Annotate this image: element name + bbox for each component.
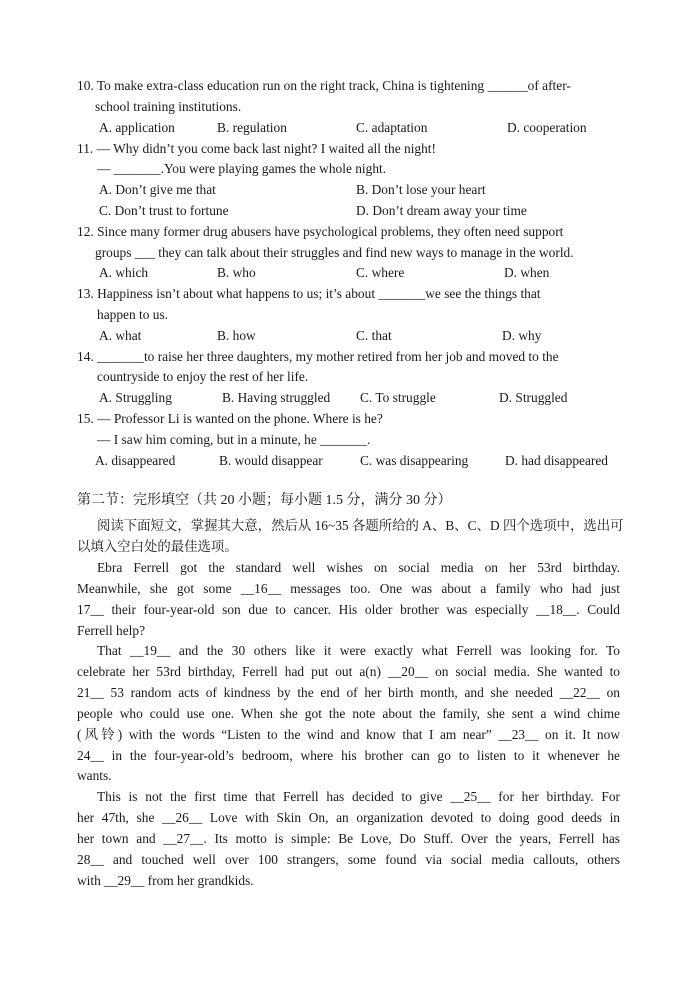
passage-line: (风铃) with the words “Listen to the wind and know that I am near” __23__ on it. It now — [77, 727, 620, 742]
q13-option-a: A. what — [99, 328, 142, 343]
passage-line: celebrate her 53rd birthday, Ferrell had put out a(n) __20__ on social media. She wanted to — [77, 664, 620, 679]
q13-stem-line2: happen to us. — [97, 307, 169, 322]
q15-option-a: A. disappeared — [95, 453, 176, 468]
passage-line: people who could use one. When she got the note about the family, she sent a wind chime — [77, 706, 620, 721]
passage-line: with __29__ from her grandkids. — [77, 873, 254, 888]
q14-stem-line2: countryside to enjoy the rest of her life. — [97, 369, 309, 384]
passage-line: Ebra Ferrell got the standard well wishes on social media on her 53rd birthday. — [97, 560, 620, 575]
q14-option-d: D. Struggled — [499, 390, 568, 405]
passage-line: her 47th, she __26__ Love with Skin On, an organization devoted to doing good deeds in — [77, 810, 620, 825]
q12-option-b: B. who — [217, 265, 256, 280]
passage-line: 24__ in the four-year-old’s bedroom, where his brother can go to listen to it whenever he — [77, 748, 620, 763]
q15-option-d: D. had disappeared — [505, 453, 608, 468]
q11-option-d: D. Don’t dream away your time — [356, 203, 527, 218]
q15-option-c: C. was disappearing — [360, 453, 469, 468]
q12-stem-line2: groups ___ they can talk about their struggles and find new ways to manage in the world. — [95, 245, 574, 260]
q12-stem-line1: 12. Since many former drug abusers have psychological problems, they often need support — [77, 224, 564, 239]
q10-stem-line1: 10. To make extra-class education run on the right track, China is tightening ______of after- — [77, 78, 571, 93]
q15-option-b: B. would disappear — [219, 453, 323, 468]
section-heading: 第二节：完形填空（共 20 小题；每小题 1.5 分，满分 30 分） — [77, 493, 452, 508]
passage-line: That __19__ and the 30 others like it were exactly what Ferrell was looking for. To — [97, 643, 620, 658]
passage-line: wants. — [77, 768, 112, 783]
q11-option-a: A. Don’t give me that — [99, 182, 216, 197]
passage-line: Meanwhile, she got some __16__ messages too. One was about a family who had just — [77, 581, 620, 596]
q11-stem-line2: — _______.You were playing games the whole night. — [97, 161, 387, 176]
passage-line: 28__ and touched well over 100 strangers, some found via social media callouts, others — [77, 852, 620, 867]
passage-line: her town and __27__. Its motto is simple: Be Love, Do Stuff. Over the years, Ferrell has — [77, 831, 620, 846]
q13-option-d: D. why — [502, 328, 542, 343]
section-instructions-line1: 阅读下面短文，掌握其大意，然后从 16~35 各题所给的 A、B、C、D 四个选项中，选出可 — [97, 518, 624, 533]
q12-option-d: D. when — [504, 265, 550, 280]
q14-option-b: B. Having struggled — [222, 390, 331, 405]
q10-stem-line2: school training institutions. — [95, 99, 242, 114]
section-instructions-line2: 以填入空白处的最佳选项。 — [77, 539, 238, 554]
q13-option-c: C. that — [356, 328, 392, 343]
q14-stem-line1: 14. _______to raise her three daughters, my mother retired from her job and moved to the — [77, 349, 559, 364]
passage-line: This is not the first time that Ferrell has decided to give __25__ for her birthday. For — [97, 789, 620, 804]
q11-option-b: B. Don’t lose your heart — [356, 182, 486, 197]
q13-option-b: B. how — [217, 328, 256, 343]
q13-stem-line1: 13. Happiness isn’t about what happens to us; it’s about _______we see the things that — [77, 286, 541, 301]
q11-option-c: C. Don’t trust to fortune — [99, 203, 229, 218]
passage-line: 17__ their four-year-old son due to cancer. His older brother was especially __18__. Could — [77, 602, 620, 617]
passage-line: Ferrell help? — [77, 623, 146, 638]
q14-option-a: A. Struggling — [99, 390, 172, 405]
q12-option-a: A. which — [99, 265, 149, 280]
q10-option-d: D. cooperation — [507, 120, 587, 135]
q14-option-c: C. To struggle — [360, 390, 436, 405]
q10-option-c: C. adaptation — [356, 120, 428, 135]
q15-stem-line1: 15. — Professor Li is wanted on the phone. Where is he? — [77, 411, 383, 426]
q10-option-b: B. regulation — [217, 120, 287, 135]
q10-option-a: A. application — [99, 120, 175, 135]
passage-line: 21__ 53 random acts of kindness by the end of her birth month, and she needed __22__ on — [77, 685, 620, 700]
q15-stem-line2: — I saw him coming, but in a minute, he _______. — [97, 432, 371, 447]
q11-stem-line1: 11. — Why didn’t you come back last night? I waited all the night! — [77, 141, 436, 156]
q12-option-c: C. where — [356, 265, 405, 280]
